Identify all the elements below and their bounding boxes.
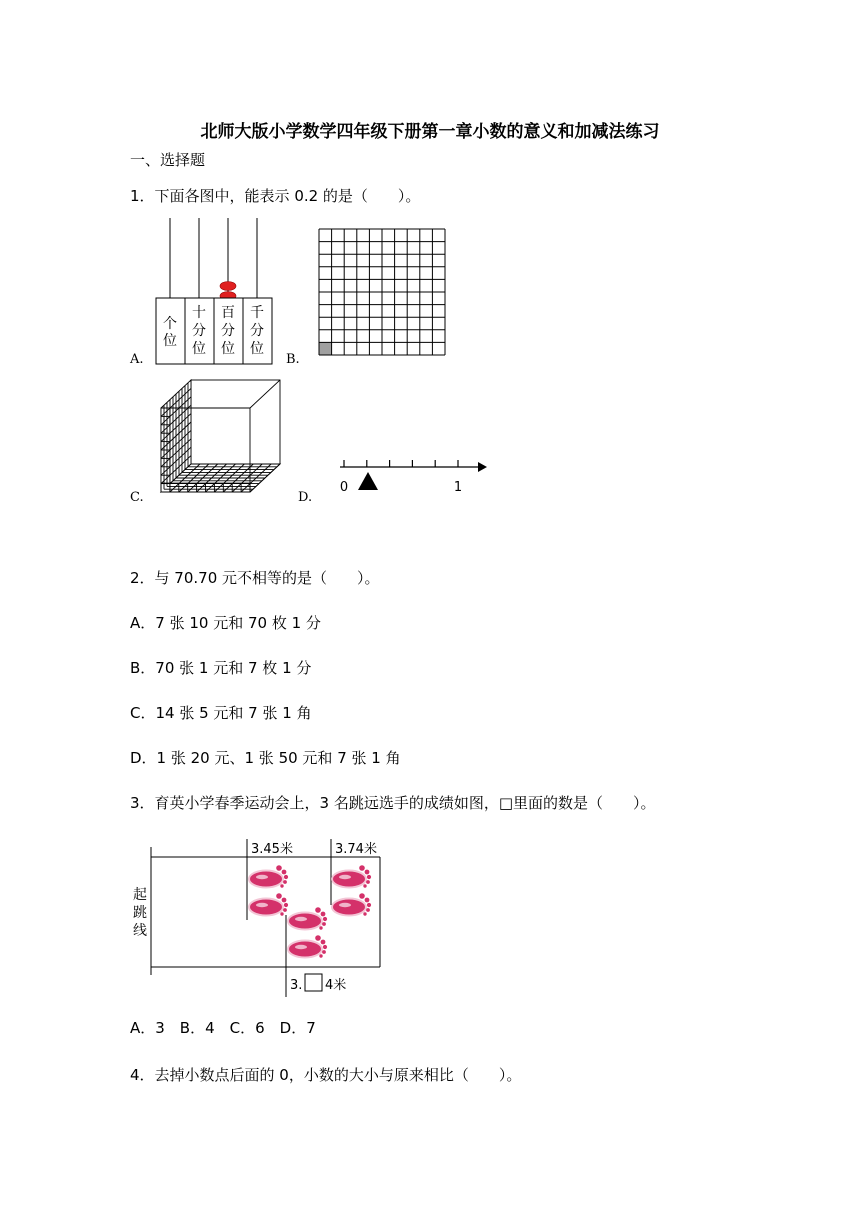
abacus-label-tenths: 十 [192, 305, 206, 321]
question-2-stem: 2．与 70.70 元不相等的是（ ）。 [130, 569, 380, 587]
question-3-stem: 3．育英小学春季运动会上，3 名跳远选手的成绩如图，□里面的数是（ ）。 [130, 794, 656, 812]
number-line-pointer [358, 472, 378, 490]
footprint-icon [249, 865, 288, 888]
mark-unknown-prefix: 3. [290, 978, 303, 993]
number-line-zero: 0 [339, 480, 349, 495]
number-line-figure [330, 450, 490, 496]
question-4-stem: 4．去掉小数点后面的 0，小数的大小与原来相比（ ）。 [130, 1066, 522, 1084]
q1-option-a-label: A. [130, 352, 144, 367]
abacus-label-thousandths: 千 [250, 305, 264, 321]
footprint-icon [249, 893, 288, 916]
q2-option-a[interactable]: A．7 张 10 元和 70 枚 1 分 [130, 614, 321, 632]
q1-option-b-label: B. [286, 352, 300, 367]
q3-options[interactable]: A．3 B．4 C．6 D．7 [130, 1019, 316, 1037]
section-heading: 一、选择题 [130, 151, 206, 169]
q2-option-b[interactable]: B．70 张 1 元和 7 枚 1 分 [130, 659, 312, 677]
hundred-grid-figure [318, 228, 448, 358]
start-line-label-3: 线 [133, 923, 147, 939]
abacus-figure [150, 218, 280, 368]
footprint-icon [288, 907, 327, 930]
svg-text:分: 分 [250, 323, 264, 339]
svg-text:分: 分 [221, 323, 235, 339]
abacus-label-hundredths: 百 [221, 305, 235, 321]
q1-option-c-label: C. [130, 490, 144, 505]
svg-text:位: 位 [192, 341, 206, 357]
question-1-stem: 1．下面各图中，能表示 0.2 的是（ ）。 [130, 187, 421, 205]
long-jump-figure [128, 835, 388, 1000]
abacus-label-ones: 个 [163, 316, 177, 332]
footprint-icon [332, 893, 371, 916]
page-title: 北师大版小学数学四年级下册第一章小数的意义和加减法练习 [200, 122, 660, 142]
svg-text:分: 分 [192, 323, 206, 339]
unknown-digit-box [305, 974, 322, 991]
footprint-icon [288, 935, 327, 958]
mark-3-74: 3.74米 [335, 842, 377, 857]
number-line-one: 1 [453, 480, 463, 495]
svg-text:位: 位 [250, 341, 264, 357]
shaded-square [319, 342, 332, 355]
svg-text:位: 位 [163, 333, 177, 349]
svg-text:位: 位 [221, 341, 235, 357]
thousand-cube-figure [158, 378, 284, 500]
mark-unknown-suffix: 4米 [325, 978, 347, 993]
abacus-bead [220, 282, 236, 291]
start-line-label-2: 跳 [133, 905, 147, 921]
start-line-label-1: 起 [133, 887, 147, 903]
q2-option-d[interactable]: D．1 张 20 元、1 张 50 元和 7 张 1 角 [130, 749, 401, 767]
footprint-icon [332, 865, 371, 888]
q2-option-c[interactable]: C．14 张 5 元和 7 张 1 角 [130, 704, 312, 722]
mark-3-45: 3.45米 [251, 842, 293, 857]
q1-option-d-label: D. [298, 490, 313, 505]
